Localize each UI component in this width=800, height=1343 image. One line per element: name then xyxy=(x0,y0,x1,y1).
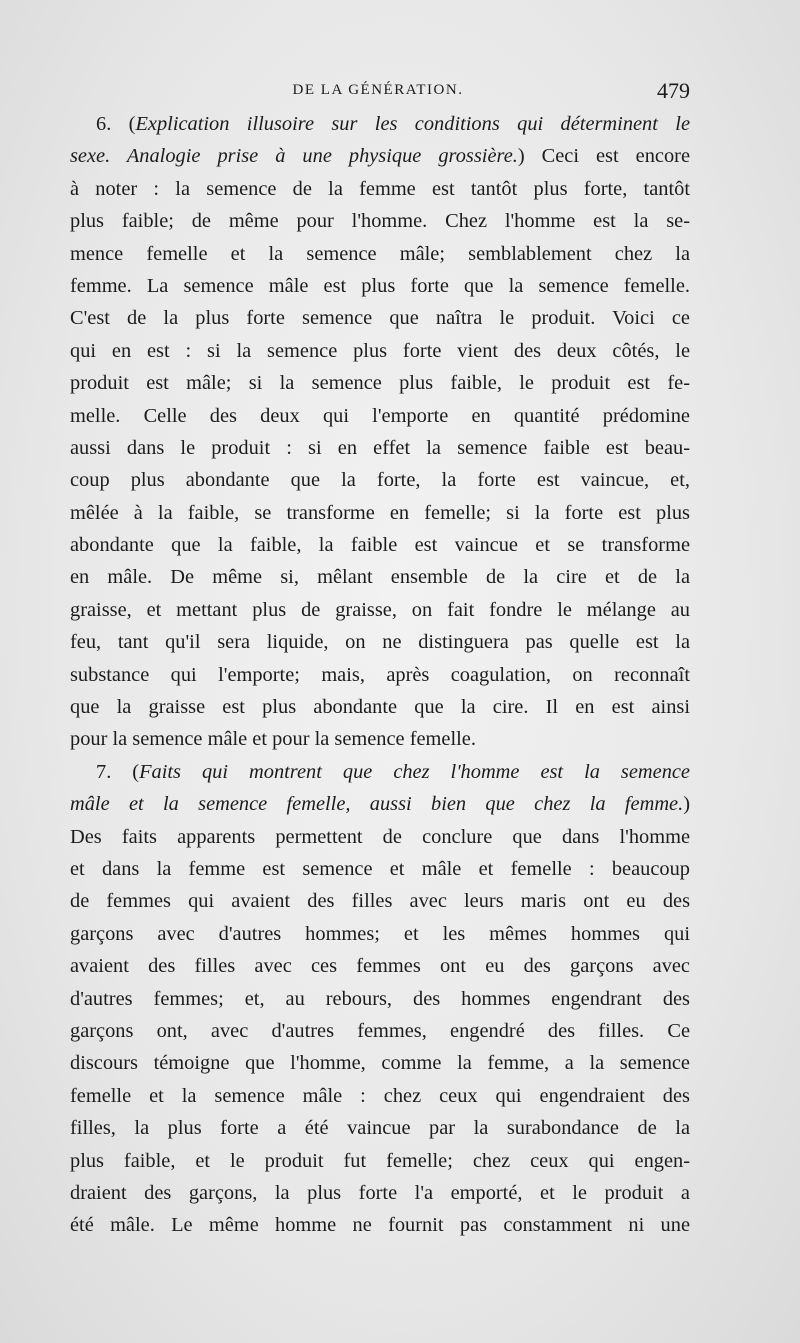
text-line: 6. (Explication illusoire sur les conditions qui déterminent le xyxy=(96,113,690,135)
text-line: 7. (Faits qui montrent que chez l'homme est la semence xyxy=(96,760,690,783)
text-line: discours témoigne que l'homme, comme la femme, a la semence xyxy=(70,1052,690,1075)
text-line: garçons avec d'autres hommes; et les mêmes hommes qui xyxy=(70,922,690,945)
text-line: et dans la femme est semence et mâle et femelle : beaucoup xyxy=(70,857,690,880)
text-line: de femmes qui avaient des filles avec leurs maris ont eu des xyxy=(70,890,690,913)
body-text xyxy=(70,108,690,1242)
text-line: été mâle. Le même homme ne fournit pas constamment ni une xyxy=(70,1214,690,1237)
text-line: abondante que la faible, la faible est vaincue et se transforme xyxy=(70,534,690,557)
text-line: que la graisse est plus abondante que la cire. Il en est ainsi xyxy=(70,696,690,719)
text-line: garçons ont, avec d'autres femmes, engendré des filles. Ce xyxy=(70,1019,690,1042)
paragraph-7 xyxy=(70,756,690,1242)
text-line: d'autres femmes; et, au rebours, des hommes engendrant des xyxy=(70,987,690,1010)
text-line: mâle et la semence femelle, aussi bien que chez la femme.) xyxy=(70,793,690,816)
paragraph-6 xyxy=(70,108,690,756)
text-line: avaient des filles avec ces femmes ont eu des garçons avec xyxy=(70,955,690,978)
text-line: melle. Celle des deux qui l'emporte en quantité prédomine xyxy=(70,404,690,427)
text-line: draient des garçons, la plus forte l'a emporté, et le produit a xyxy=(70,1181,690,1204)
text-line: plus faible, et le produit fut femelle; chez ceux qui engen- xyxy=(70,1149,690,1172)
page-number: 479 xyxy=(657,78,690,103)
text-line: femme. La semence mâle est plus forte que la semence femelle. xyxy=(70,274,690,297)
text-line: aussi dans le produit : si en effet la semence faible est beau- xyxy=(70,436,690,459)
text-line: graisse, et mettant plus de graisse, on fait fondre le mélange au xyxy=(70,598,690,621)
text-line: plus faible; de même pour l'homme. Chez l'homme est la se- xyxy=(70,210,690,233)
text-line: qui en est : si la semence plus forte vient des deux côtés, le xyxy=(70,339,690,362)
text-line: Des faits apparents permettent de conclure que dans l'homme xyxy=(70,825,690,848)
text-line: à noter : la semence de la femme est tantôt plus forte, tantôt xyxy=(70,177,690,200)
text-line: filles, la plus forte a été vaincue par la surabondance de la xyxy=(70,1117,690,1140)
text-line: en mâle. De même si, mêlant ensemble de la cire et de la xyxy=(70,566,690,589)
text-line: sexe. Analogie prise à une physique grossière.) Ceci est encore xyxy=(70,145,690,168)
text-line: feu, tant qu'il sera liquide, on ne distinguera pas quelle est la xyxy=(70,631,690,654)
text-line: coup plus abondante que la forte, la forte est vaincue, et, xyxy=(70,469,690,492)
text-line: produit est mâle; si la semence plus faible, le produit est fe- xyxy=(70,372,690,395)
text-line: substance qui l'emporte; mais, après coagulation, on reconnaît xyxy=(70,663,690,686)
text-line: femelle et la semence mâle : chez ceux qui engendraient des xyxy=(70,1084,690,1107)
text-line: C'est de la plus forte semence que naîtra le produit. Voici ce xyxy=(70,307,690,330)
text-line: mêlée à la faible, se transforme en femelle; si la forte est plus xyxy=(70,501,690,524)
text-line: mence femelle et la semence mâle; semblablement chez la xyxy=(70,242,690,265)
page-header xyxy=(66,78,690,106)
running-title: DE LA GÉNÉRATION. xyxy=(292,82,464,98)
text-line: pour la semence mâle et pour la semence femelle. xyxy=(70,728,476,751)
